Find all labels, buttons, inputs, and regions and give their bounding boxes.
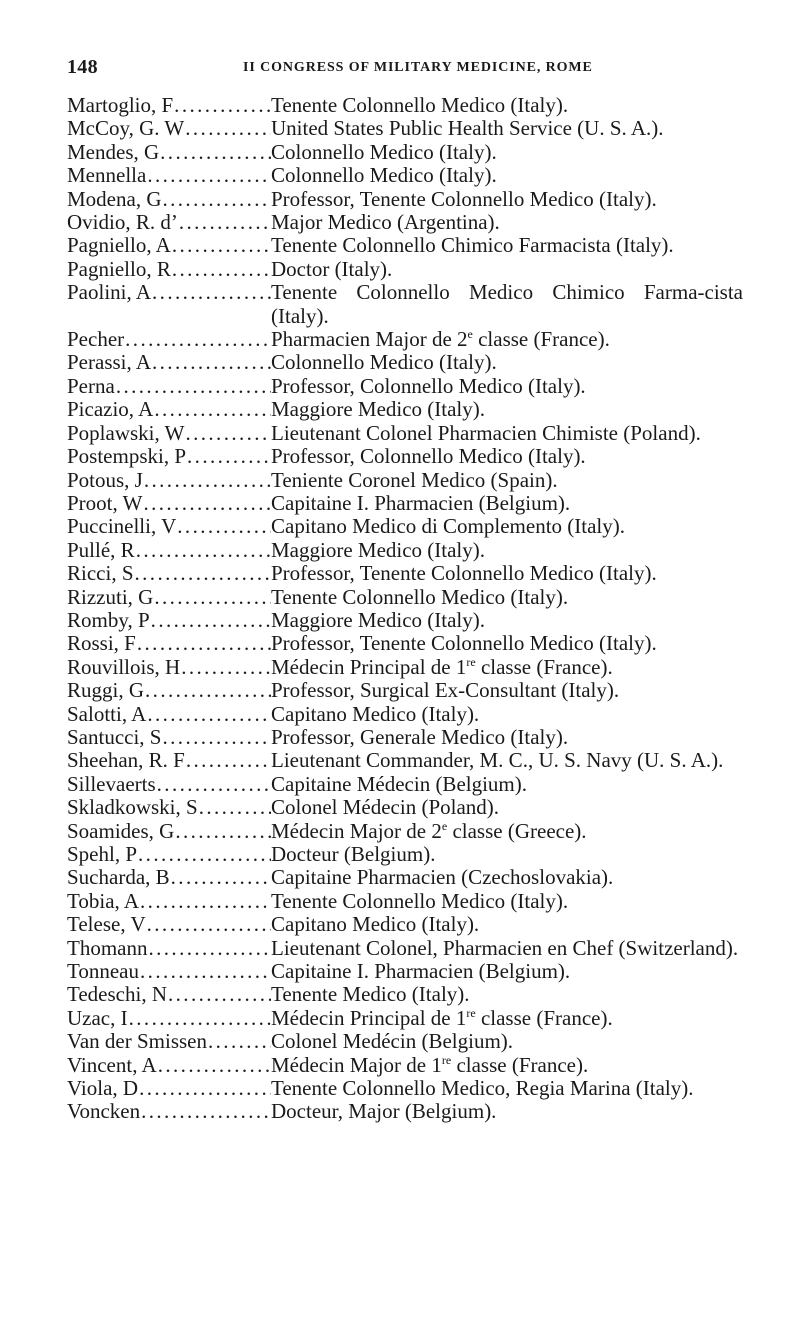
dot-leader [180,656,271,679]
participant-title: Médecin Principal de 1re classe (France). [271,1005,613,1030]
list-item [67,422,743,445]
participant-name: Tedeschi, N [67,983,167,1007]
list-item [67,562,743,585]
dot-leader [161,188,271,211]
participant-title: Tenente Colonnello Medico (Italy). [271,888,569,913]
participant-name: Postempski, P [67,445,187,469]
list-item [67,1030,743,1053]
participant-title: Lieutenant Colonel, Pharmacien en Chef (Switzerland). [271,935,739,960]
dot-leader [171,258,271,281]
list-item [67,773,743,796]
participant-name: Telese, V [67,913,146,937]
dot-leader [146,913,271,936]
list-item [67,726,743,749]
list-item [67,866,743,889]
participant-title: Maggiore Medico (Italy). [271,537,486,562]
dot-leader [135,539,271,562]
list-item [67,328,743,351]
participant-name: Poplawski, W [67,421,185,445]
list-item [67,492,743,515]
participant-name: Soamides, G [67,819,175,843]
dot-leader [162,726,272,749]
participant-name: Puccinelli, V [67,515,177,539]
participant-title: Capitaine I. Pharmacien (Belgium). [271,959,571,984]
participant-title: Lieutenant Colonel Pharmacien Chimiste (Poland). [271,420,701,445]
participant-name: Mendes, G [67,140,160,164]
dot-leader [115,375,271,398]
list-item [67,586,743,609]
participant-title: Docteur (Belgium). [271,842,436,866]
dot-leader [157,1054,271,1077]
dot-leader [128,1007,271,1030]
participant-name: Romby, P [67,608,150,632]
participant-title: Capitano Medico di Complemento (Italy). [271,514,626,539]
participant-name: Ricci, S [67,562,134,586]
dot-leader [184,117,271,140]
list-item [67,469,743,492]
page-header [67,52,733,82]
dot-leader [186,445,271,468]
participant-name: Pagniello, A [67,234,171,258]
participant-name: Potous, J [67,468,143,492]
participant-title: Colonnello Medico (Italy). [271,139,497,164]
list-item [67,539,743,562]
dot-leader [178,211,271,234]
dot-leader [143,469,271,492]
participant-title: Colonel Medécin (Belgium). [271,1029,514,1054]
dot-leader [151,351,271,374]
dot-leader [136,632,271,655]
dot-leader [146,164,271,187]
participant-title: Capitano Medico (Italy). [271,701,480,726]
participant-title: Professor, Tenente Colonnello Medico (Italy). [271,631,657,656]
participant-name: Paolini, A [67,281,152,305]
list-item [67,703,743,726]
dot-leader [147,937,271,960]
dot-leader [167,983,271,1006]
dot-leader [150,609,271,632]
participant-title: Professor, Generale Medico (Italy). [271,724,569,749]
list-item [67,445,743,468]
participant-name: Uzac, I [67,1006,128,1030]
participant-name: Modena, G [67,187,162,211]
participant-title: Tenente Colonnello Medico (Italy). [271,584,569,609]
participant-name: Proot, W [67,491,143,515]
participant-title: Professor, Colonnello Medico (Italy). [271,373,586,398]
participant-name: Pecher [67,328,125,352]
dot-leader [142,492,271,515]
participant-title: Tenente Colonnello Chimico Farmacista (Italy). [271,233,674,258]
participant-title: Teniente Coronel Medico (Spain). [271,467,558,492]
dot-leader [198,796,271,819]
participant-title: Médecin Major de 2e classe (Greece). [271,818,587,843]
dot-leader [171,234,271,257]
participant-name: Sucharda, B [67,866,170,890]
participant-name: Pullé, R [67,538,135,562]
participant-name: Perassi, A [67,351,151,375]
list-item [67,188,743,211]
participant-title: Major Medico (Argentina). [271,210,500,235]
participant-title: Docteur, Major (Belgium). [271,1099,497,1124]
list-item [67,258,743,281]
participant-name: Viola, D [67,1077,139,1101]
dot-leader [184,422,271,445]
list-item [67,1054,743,1077]
participant-title: Tenente Colonnello Medico, Regia Marina (Italy). [271,1076,694,1101]
participant-name: Tobia, A [67,889,140,913]
participant-name: Skladkowski, S [67,796,198,820]
participant-name: Santucci, S [67,725,162,749]
dot-leader [185,749,271,772]
dot-leader [170,866,271,889]
dot-leader [153,586,271,609]
list-item [67,820,743,843]
list-item [67,398,743,421]
participant-title: Capitaine Pharmacien (Czechoslovakia). [271,865,614,890]
list-item [67,94,743,117]
list-item [67,1077,743,1100]
list-item [67,351,743,374]
participant-title: Colonel Médecin (Poland). [271,795,500,820]
participant-name: Tonneau [67,960,140,984]
dot-leader [139,890,271,913]
list-item [67,632,743,655]
dot-leader [138,1077,271,1100]
participant-name: Spehl, P [67,843,138,866]
participant-title: Tenente Medico (Italy). [271,982,470,1007]
participant-list [67,94,743,1124]
list-item [67,890,743,913]
list-item [67,515,743,538]
list-item [67,375,743,398]
participant-name: Sheehan, R. F [67,749,185,773]
dot-leader [137,843,271,866]
participant-name: Van der Smissen [67,1030,207,1054]
participant-name: Salotti, A [67,702,147,726]
participant-title: Tenente Colonnello Medico (Italy). [271,93,569,117]
participant-title: Tenente Colonnello Medico Chimico Farma-cista (Italy). [271,280,743,328]
dot-leader [140,1100,271,1123]
participant-name: Ovidio, R. d’ [67,211,178,235]
participant-name: Ruggi, G [67,679,145,703]
list-item [67,164,743,187]
dot-leader [124,328,271,351]
list-item [67,796,743,819]
list-item [67,913,743,936]
participant-title: Professor, Tenente Colonnello Medico (Italy). [271,561,657,586]
list-item [67,234,743,257]
list-item [67,281,743,328]
dot-leader [146,703,271,726]
participant-name: Sillevaerts [67,772,156,796]
dot-leader [173,94,271,117]
participant-title: Lieutenant Commander, M. C., U. S. Navy (U. S. A.). [271,748,724,773]
participant-title: Capitano Medico (Italy). [271,912,480,937]
participant-name: Pagniello, R [67,257,171,281]
list-item [67,656,743,679]
participant-name: Rouvillois, H [67,655,181,679]
dot-leader [134,562,272,585]
participant-name: Mennella [67,164,147,188]
list-item [67,117,743,140]
participant-name: Picazio, A [67,398,154,422]
list-item [67,749,743,772]
list-item [67,609,743,632]
participant-name: Rossi, F [67,632,136,656]
dot-leader [176,515,271,538]
dot-leader [156,773,271,796]
dot-leader [144,679,271,702]
participant-title: Médecin Major de 1re classe (France). [271,1052,589,1077]
running-title: II CONGRESS OF MILITARY MEDICINE, ROME [243,60,593,75]
participant-name: Martoglio, F [67,94,174,117]
participant-name: Rizzuti, G [67,585,154,609]
participant-title: Doctor (Italy). [271,256,393,281]
participant-name: Voncken [67,1100,141,1124]
participant-title: Colonnello Medico (Italy). [271,163,497,188]
list-item [67,843,743,866]
dot-leader [207,1030,271,1053]
dot-leader [151,281,271,304]
participant-title: Médecin Principal de 1re classe (France). [271,654,613,679]
participant-title: Professor, Tenente Colonnello Medico (Italy). [271,186,657,211]
list-item [67,141,743,164]
participant-title: Capitaine I. Pharmacien (Belgium). [271,490,571,515]
list-item [67,211,743,234]
list-item [67,937,743,960]
dot-leader [174,820,271,843]
participant-name: Perna [67,374,115,398]
participant-title: Professor, Surgical Ex-Consultant (Italy). [271,678,620,703]
dot-leader [153,398,271,421]
participant-title: Colonnello Medico (Italy). [271,350,497,375]
dot-leader [159,141,271,164]
participant-name: Vincent, A [67,1053,157,1077]
list-item [67,983,743,1006]
participant-title: Maggiore Medico (Italy). [271,607,486,632]
participant-title: Pharmacien Major de 2e classe (France). [271,327,610,352]
participant-title: United States Public Health Service (U. S. A.). [271,116,664,141]
dot-leader [139,960,271,983]
list-item [67,1100,743,1123]
list-item [67,1007,743,1030]
participant-title: Maggiore Medico (Italy). [271,397,486,422]
participant-title: Professor, Colonnello Medico (Italy). [271,444,586,469]
page-number: 148 [67,56,98,78]
participant-name: McCoy, G. W [67,117,185,141]
list-item [67,960,743,983]
list-item [67,679,743,702]
participant-title: Capitaine Médecin (Belgium). [271,771,528,796]
participant-name: Thomann [67,936,148,960]
